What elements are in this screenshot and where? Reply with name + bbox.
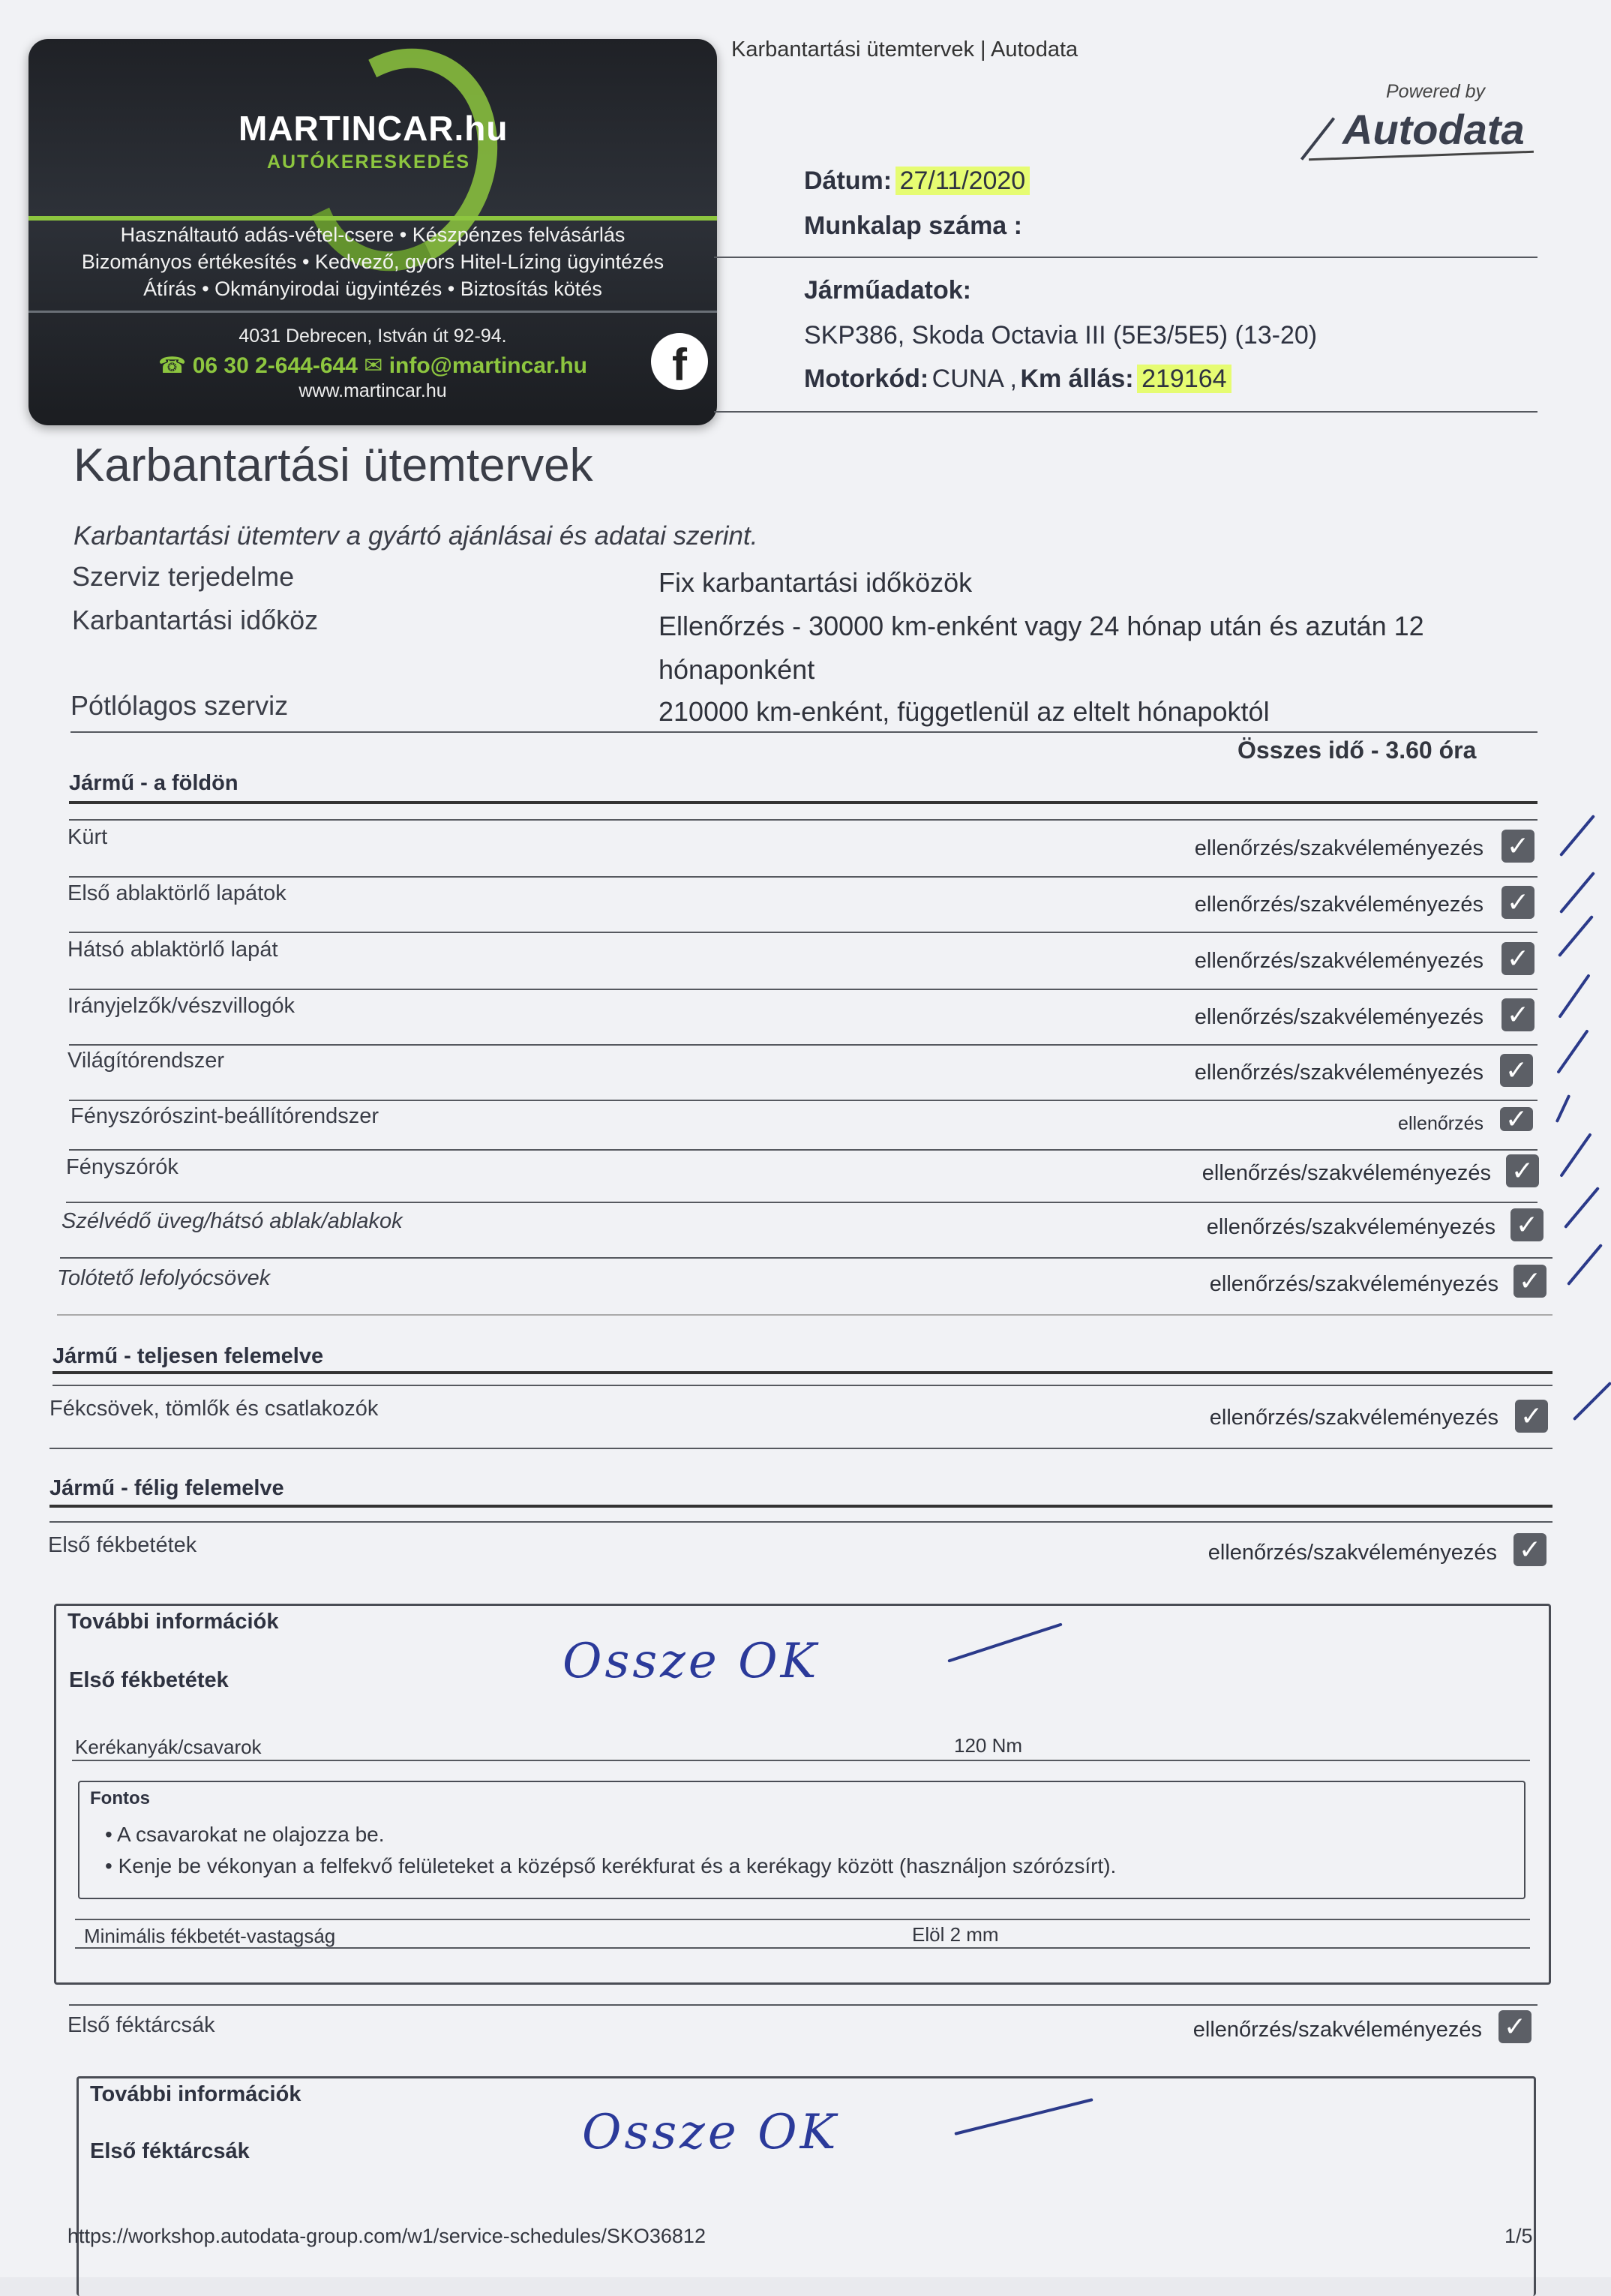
date-value: 27/11/2020: [896, 167, 1030, 195]
row-rule: [69, 989, 1538, 990]
pen-tick-mark: [1567, 1244, 1603, 1286]
row-rule: [52, 1385, 1552, 1386]
item-action: ellenőrzés/szakvéleményezés: [1194, 1061, 1484, 1085]
card-service-line: Bizományos értékesítés • Kedvező, gyors Hitel-Lízing ügyintézés: [81, 251, 664, 273]
checkbox-checked[interactable]: ✓: [1498, 2010, 1532, 2043]
note-title: Fontos: [90, 1788, 150, 1808]
torque-value: 120 Nm: [954, 1734, 1023, 1757]
checkbox-checked[interactable]: ✓: [1506, 1154, 1539, 1187]
info-label: Karbantartási időköz: [72, 605, 319, 635]
page-title: Karbantartási ütemtervek: [74, 440, 593, 491]
info-label: Pótlólagos szerviz: [70, 690, 289, 721]
row-rule: [60, 1257, 1552, 1259]
page-subtitle: Karbantartási ütemterv a gyártó ajánlásai és adatai szerint.: [74, 521, 758, 551]
card-service-line: Használtautó adás-vétel-csere • Készpénzes felvásárlás: [120, 224, 626, 246]
checkbox-checked[interactable]: ✓: [1500, 1107, 1533, 1131]
note-text: A csavarokat ne olajozza be.: [117, 1823, 385, 1846]
section-rule: [52, 1371, 1552, 1374]
card-website: www.martincar.hu: [298, 380, 447, 401]
item-name: Első fékbetétek: [48, 1533, 197, 1557]
rule: [714, 257, 1538, 258]
handwritten-note: Ossze OK: [562, 1634, 820, 1689]
item-name: Első féktárcsák: [68, 2013, 215, 2037]
section-heading: Jármű - a földön: [69, 771, 238, 795]
item-name: Fékcsövek, tömlők és csatlakozók: [50, 1397, 379, 1421]
page-number: 1/5: [1504, 2225, 1533, 2247]
footer-url[interactable]: https://workshop.autodata-group.com/w1/service-schedules/SKO36812: [68, 2225, 706, 2247]
card-divider: [28, 216, 717, 221]
row-rule: [50, 1448, 1552, 1449]
card-address: 4031 Debrecen, István út 92-94.: [238, 326, 507, 347]
info-box-subtitle: Első féktárcsák: [90, 2139, 250, 2163]
checkbox-checked[interactable]: ✓: [1514, 1533, 1546, 1566]
section-heading: Jármű - félig felemelve: [50, 1476, 284, 1500]
checkbox-checked[interactable]: ✓: [1502, 830, 1534, 863]
item-name: Szélvédő üveg/hátsó ablak/ablakok: [62, 1209, 403, 1233]
info-label: Szerviz terjedelme: [72, 561, 295, 592]
row-rule: [69, 876, 1538, 878]
item-action: ellenőrzés/szakvéleményezés: [1206, 1215, 1496, 1239]
rule: [714, 411, 1538, 413]
torque-label: Kerékanyák/csavarok: [75, 1736, 262, 1758]
row-rule: [69, 819, 1538, 821]
info-box-title: További információk: [90, 2082, 302, 2106]
vehicle-label: Járműadatok:: [804, 276, 971, 305]
info-value: Fix karbantartási időközök: [658, 567, 973, 598]
note-item: • A csavarokat ne olajozza be.: [105, 1823, 385, 1846]
min-thickness-value: Elöl 2 mm: [912, 1923, 999, 1946]
row-rule: [69, 932, 1538, 933]
checkbox-checked[interactable]: ✓: [1502, 942, 1534, 975]
item-name: Világítórendszer: [68, 1049, 225, 1073]
note-item: • Kenje be vékonyan a felfekvő felületeket a középső kerékfurat és a kerékagy között (használjon szórózsírt).: [105, 1854, 1117, 1877]
worksheet-label: Munkalap száma :: [804, 212, 1022, 240]
pen-tick-mark: [1556, 1094, 1571, 1123]
pen-tick-mark: [1564, 1187, 1600, 1229]
item-action: ellenőrzés/szakvéleményezés: [1192, 2018, 1482, 2042]
km-label: Km állás:: [1020, 365, 1134, 393]
card-service-line: Átírás • Okmányirodai ügyintézés • Biztosítás kötés: [143, 278, 602, 300]
pen-tick-mark: [1559, 872, 1595, 914]
row-rule: [57, 1314, 1552, 1316]
item-action: ellenőrzés/szakvéleményezés: [1194, 836, 1484, 860]
info-box-subtitle: Első fékbetétek: [69, 1668, 229, 1692]
km-value: 219164: [1137, 365, 1231, 393]
item-name: Kürt: [68, 825, 108, 849]
item-name: Tolótető lefolyócsövek: [57, 1266, 271, 1290]
item-action: ellenőrzés/szakvéleményezés: [1202, 1161, 1491, 1185]
martincar-logo-subtitle: AUTÓKERESKEDÉS: [267, 152, 471, 173]
pen-tick-mark: [1573, 1382, 1611, 1421]
note-text: Kenje be vékonyan a felfekvő felületeket a középső kerékfurat és a kerékagy között (használjon szórózsírt).: [118, 1854, 1117, 1877]
item-action: ellenőrzés/szakvéleményezés: [1194, 893, 1484, 917]
facebook-icon: f: [651, 333, 708, 390]
handwritten-note: Ossze OK: [582, 2105, 839, 2160]
row-rule: [72, 1760, 1530, 1761]
item-action: ellenőrzés/szakvéleményezés: [1194, 1005, 1484, 1029]
row-rule: [75, 1947, 1530, 1949]
pen-tick-mark: [1559, 1133, 1592, 1178]
checkbox-checked[interactable]: ✓: [1510, 1208, 1544, 1241]
pen-tick-mark: [1558, 974, 1590, 1019]
autodata-logo: Autodata: [1342, 106, 1525, 153]
autodata-logo-slash: [1300, 117, 1335, 161]
pen-tick-mark: [1556, 1029, 1588, 1074]
header-title: Karbantartási ütemtervek | Autodata: [731, 38, 1078, 62]
item-name: Hátsó ablaktörlő lapát: [68, 938, 278, 962]
date-row: [804, 167, 1030, 196]
item-name: Fényszórószint-beállítórendszer: [70, 1104, 380, 1128]
row-rule: [69, 1044, 1538, 1046]
section-heading: Jármű - teljesen felemelve: [52, 1344, 324, 1368]
total-time: Összes idő - 3.60 óra: [1238, 737, 1477, 764]
item-action: ellenőrzés/szakvéleményezés: [1208, 1541, 1497, 1565]
checkbox-checked[interactable]: ✓: [1515, 1400, 1548, 1433]
item-action: ellenőrzés/szakvéleményezés: [1209, 1272, 1498, 1296]
info-value: Ellenőrzés - 30000 km-enként vagy 24 hónap után és azután 12: [658, 611, 1424, 641]
min-thickness-label: Minimális fékbetét-vastagság: [84, 1925, 336, 1947]
section-rule: [69, 801, 1538, 804]
rule: [70, 731, 1538, 733]
row-rule: [69, 1149, 1538, 1151]
row-rule: [50, 1521, 1552, 1523]
item-name: Irányjelzők/vészvillogók: [68, 994, 296, 1018]
checkbox-checked[interactable]: ✓: [1502, 886, 1534, 919]
business-card: [28, 39, 717, 425]
item-action: ellenőrzés/szakvéleményezés: [1194, 949, 1484, 973]
checkbox-checked[interactable]: ✓: [1502, 998, 1534, 1031]
engine-label: Motorkód:: [804, 365, 929, 393]
row-rule: [66, 1202, 1538, 1203]
powered-by-label: Powered by: [1386, 81, 1486, 102]
row-rule: [75, 1919, 1530, 1920]
checkbox-checked[interactable]: ✓: [1500, 1054, 1533, 1087]
date-label: Dátum:: [804, 167, 892, 195]
section-rule: [50, 1505, 1552, 1508]
engine-value: CUNA ,: [932, 365, 1017, 393]
martincar-logo: MARTINCAR.hu: [238, 109, 508, 148]
info-value: 210000 km-enként, függetlenül az eltelt hónapoktól: [658, 696, 1270, 727]
item-action: ellenőrzés: [1398, 1113, 1484, 1134]
pen-tick-mark: [1558, 915, 1594, 957]
card-divider: [28, 311, 717, 313]
item-name: Első ablaktörlő lapátok: [68, 881, 286, 905]
info-value-continued: hónaponként: [658, 654, 815, 685]
pen-tick-mark: [1559, 815, 1595, 857]
row-rule: [69, 2004, 1538, 2006]
row-rule: [69, 1100, 1538, 1101]
card-contact: ☎ 06 30 2-644-644 ✉ info@martincar.hu: [158, 353, 587, 378]
vehicle-value: SKP386, Skoda Octavia III (5E3/5E5) (13-20): [804, 321, 1318, 350]
engine-row: [804, 365, 1232, 394]
item-action: ellenőrzés/szakvéleményezés: [1209, 1406, 1498, 1430]
info-box-title: További információk: [68, 1610, 279, 1634]
item-name: Fényszórók: [66, 1155, 178, 1179]
checkbox-checked[interactable]: ✓: [1514, 1265, 1546, 1298]
